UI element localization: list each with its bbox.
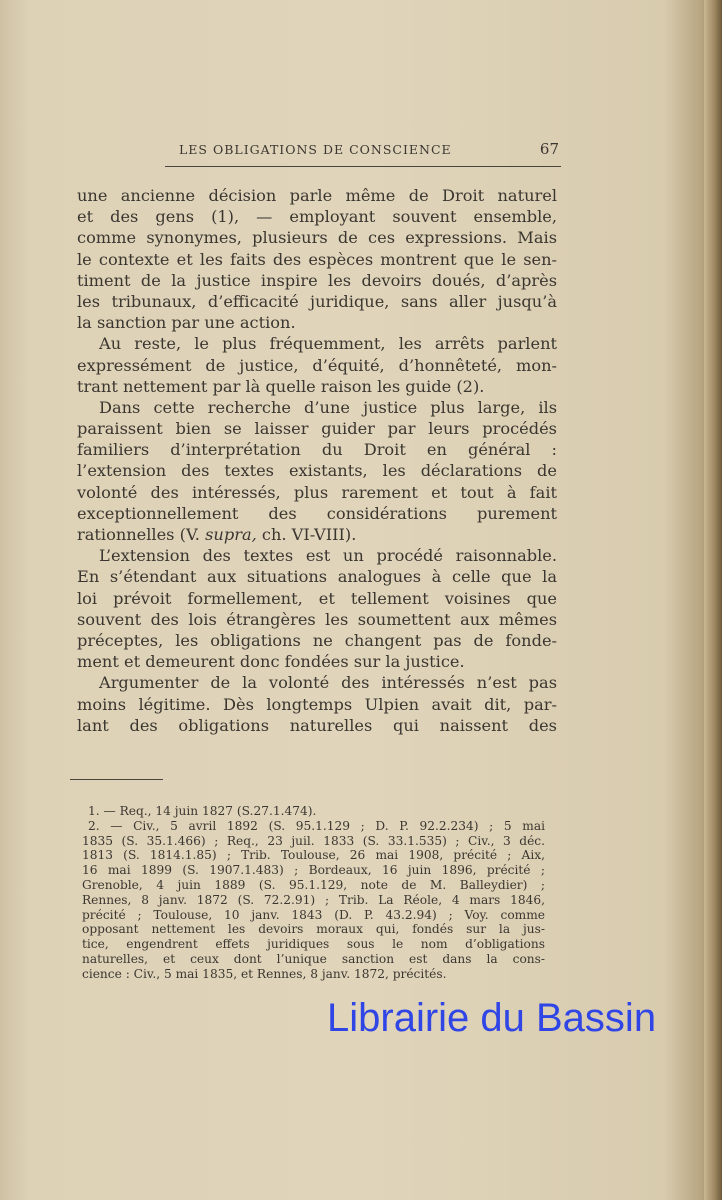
text-segment: ch. VI-VIII). [256, 525, 357, 544]
text-line: une ancienne décision parle même de Droit naturel [77, 186, 557, 205]
text-line: familiers d’interprétation du Droit en général : [77, 440, 557, 460]
text-line: préceptes, les obligations ne changent pas de fonde- [77, 630, 557, 650]
footnotes [82, 804, 545, 982]
footnote-line: 2. — Civ., 5 avril 1892 (S. 95.1.129 ; D. P. 92.2.234) ; 5 mai [88, 818, 545, 833]
footnote-line: 1813 (S. 1814.1.85) ; Trib. Toulouse, 26 mai 1908, précité ; Aix, [82, 848, 545, 863]
footnote-line: opposant nettement les devoirs moraux qui, fondés sur la jus- [82, 922, 545, 937]
footnote-line: 16 mai 1899 (S. 1907.1.483) ; Bordeaux, 16 juin 1896, précité ; [82, 863, 545, 878]
text-segment: rationnelles (V. [77, 525, 206, 544]
footnote-line: tice, engendrent effets juridiques sous le nom d’obligations [82, 937, 545, 952]
text-line: comme synonymes, plusieurs de ces expressions. Mais [77, 228, 557, 248]
page-header [165, 140, 561, 167]
text-line [77, 524, 557, 545]
text-line: la sanction par une action. [77, 313, 296, 333]
footnote-line: cience : Civ., 5 mai 1835, et Rennes, 8 janv. 1872, précités. [82, 966, 447, 981]
footnote-line: 1. — Req., 14 juin 1827 (S.27.1.474). [88, 804, 317, 818]
footnote-line: précité ; Toulouse, 10 janv. 1843 (D. P. 43.2.94) ; Voy. comme [82, 907, 545, 922]
running-title: LES OBLIGATIONS DE CONSCIENCE [179, 142, 452, 157]
text-line: Argumenter de la volonté des intéressés n’est pas [99, 673, 557, 693]
text-line: loi prévoit formellement, et tellement voisines que [77, 588, 557, 608]
text-line: trant nettement par là quelle raison les guide (2). [77, 376, 485, 396]
text-line: exceptionnellement des considérations purement [77, 503, 557, 523]
footnote-line: Rennes, 8 janv. 1872 (S. 72.2.91) ; Trib. La Réole, 4 mars 1846, [82, 892, 545, 907]
page-number: 67 [539, 140, 559, 158]
text-line: moins légitime. Dès longtemps Ulpien avait dit, par- [77, 694, 557, 714]
book-spine-edge [704, 0, 722, 1200]
footnote-line: naturelles, et ceux dont l’unique sanction est dans la cons- [82, 951, 545, 966]
italic-segment: supra, [205, 525, 257, 544]
footnote-divider [70, 779, 163, 780]
text-line: Au reste, le plus fréquemment, les arrêts parlent [99, 334, 557, 354]
text-line: ment et demeurent donc fondées sur la justice. [77, 652, 465, 672]
text-line: L’extension des textes est un procédé raisonnable. [99, 546, 557, 566]
text-line: Dans cette recherche d’une justice plus large, ils [99, 397, 557, 417]
watermark: Librairie du Bassin [327, 996, 657, 1040]
footnote-line: 1835 (S. 35.1.466) ; Req., 23 juil. 1833 (S. 33.1.535) ; Civ., 3 déc. [82, 833, 545, 848]
text-line: volonté des intéressés, plus rarement et tout à fait [77, 482, 557, 502]
body-text [77, 185, 557, 736]
text-line: les tribunaux, d’efficacité juridique, sans aller jusqu’à [77, 291, 557, 311]
text-line: et des gens (1), — employant souvent ensemble, [77, 207, 557, 227]
text-line: lant des obligations naturelles qui naissent des [77, 715, 557, 735]
text-line: le contexte et les faits des espèces montrent que le sen- [77, 249, 557, 269]
text-line: paraissent bien se laisser guider par leurs procédés [77, 419, 557, 439]
footnote-line: Grenoble, 4 juin 1889 (S. 95.1.129, note de M. Balleydier) ; [82, 877, 545, 892]
text-line: expressément de justice, d’équité, d’honnêteté, mon- [77, 355, 557, 375]
text-line: timent de la justice inspire les devoirs doués, d’après [77, 270, 557, 290]
text-line: l’extension des textes existants, les déclarations de [77, 461, 557, 481]
text-line: En s’étendant aux situations analogues à celle que la [77, 567, 557, 587]
text-line: souvent des lois étrangères les soumettent aux mêmes [77, 609, 557, 629]
